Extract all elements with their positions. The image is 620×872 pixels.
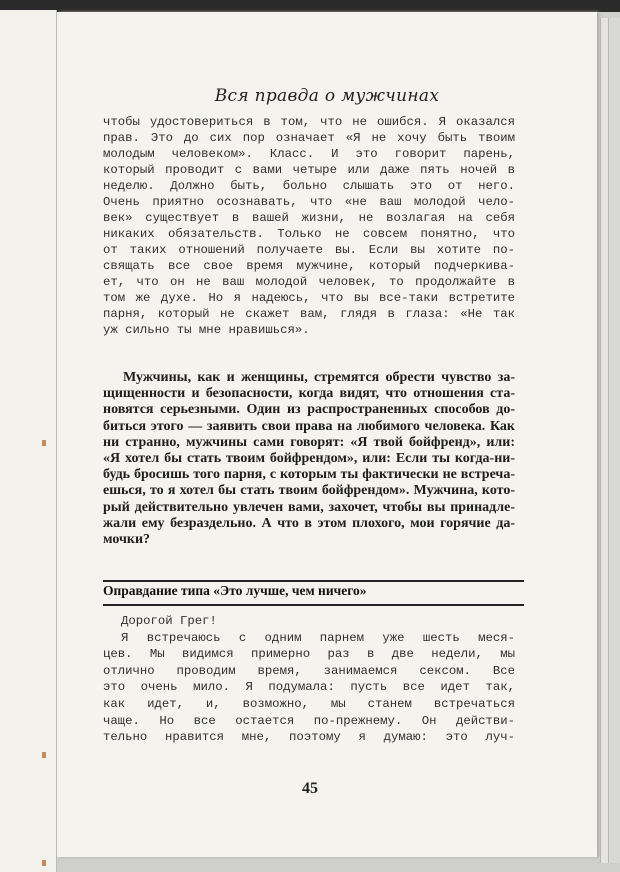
text-line: ни странно, мужчины сами говорят: «Я твой бойфренд», или:: [103, 434, 515, 450]
text-line: ешься, то я хотел бы стать твоим бойфрендом». Мужчина, кото-: [103, 483, 515, 499]
text-line: рый действительно увлечен вами, захочет, чтобы вы принадле-: [103, 499, 515, 515]
text-line: Дорогой Грег!: [121, 614, 217, 628]
text-line: молодым человеком». Класс. И это говорит парень,: [103, 147, 515, 161]
text-line: том же духе. Но я надеюсь, что вы все-таки встретите: [103, 291, 515, 305]
text-line: парня, который не скажет вам, глядя в глаза: «Не так: [103, 307, 515, 321]
left-page-edge: [0, 10, 57, 872]
text-line: Я встречаюсь с одним парнем уже шесть меся-: [121, 630, 515, 645]
text-line: уж сильно ты мне нравишься».: [103, 323, 310, 337]
heading-rule-bottom: [103, 604, 524, 606]
text-line: как идет, и, возможно, мы станем встречаться: [103, 697, 515, 711]
page-number: 45: [302, 780, 318, 797]
text-line: от таких отношений получаете вы. Если вы хотите по-: [103, 243, 515, 257]
text-line: чтобы удостовериться в том, что не ошибся. Я оказался: [103, 115, 515, 129]
heading-rule-top: [103, 580, 524, 582]
text-line: никаких обязательств. Только не совсем понятно, что: [103, 227, 515, 241]
text-line: это очень мило. Я подумала: пусть все идет так,: [103, 680, 515, 695]
text-line: ет, что он не ваш молодой человек, то продолжайте в: [103, 275, 515, 289]
section-heading: Оправдание типа «Это лучше, чем ничего»: [103, 583, 367, 598]
text-line: свящать все свое время мужчине, который подчеркива-: [103, 259, 515, 273]
text-line: чаще. Но все остается по-прежнему. Он действи-: [103, 713, 515, 728]
text-line: Очень приятно осознавать, что «не ваш молодой чело-: [103, 195, 515, 209]
text-line: жали ему безраздельно. А что в этом плохого, мои горячие да-: [103, 515, 515, 531]
text-line: тельно нравится мне, поэтому я думаю: это луч-: [103, 730, 515, 745]
text-line: «Я хотел бы стать твоим бойфрендом», или: Если ты когда-ни-: [103, 451, 515, 466]
text-line: биться этого — заявить свои права на любимого человека. Как: [103, 418, 515, 434]
text-line: будь бросишь того парня, с которым ты фактически не встреча-: [103, 467, 515, 483]
page-tab-mark: [42, 860, 46, 866]
page-tab-mark: [42, 752, 46, 758]
text-line: отлично проводим время, занимаемся сексом. Все: [103, 663, 515, 678]
text-line: неделю. Должно быть, больно слышать это от него.: [103, 179, 515, 193]
text-line: Мужчины, как и женщины, стремятся обрести чувство за-: [123, 370, 515, 385]
scanner-top-edge: [0, 0, 620, 12]
running-head: Вся правда о мужчинах: [214, 86, 440, 106]
text-line: мочки?: [103, 532, 151, 547]
text-line: прав. Это до сих пор означает «Я не хочу быть твоим: [103, 131, 515, 145]
page-tab-mark: [42, 440, 46, 446]
text-line: цев. Мы видимся примерно раз в две недели, мы: [103, 647, 515, 662]
text-line: век» существует в вашей жизни, не возлагая на себя: [103, 211, 515, 225]
page-stack-edge: [608, 18, 620, 863]
text-line: щищенности и безопасности, когда видят, что отношения ста-: [103, 386, 515, 402]
text-line: который проводит с вами четыре или даже пять ночей в: [103, 163, 515, 177]
text-line: новятся серьезными. Один из распространенных способов до-: [103, 402, 515, 418]
